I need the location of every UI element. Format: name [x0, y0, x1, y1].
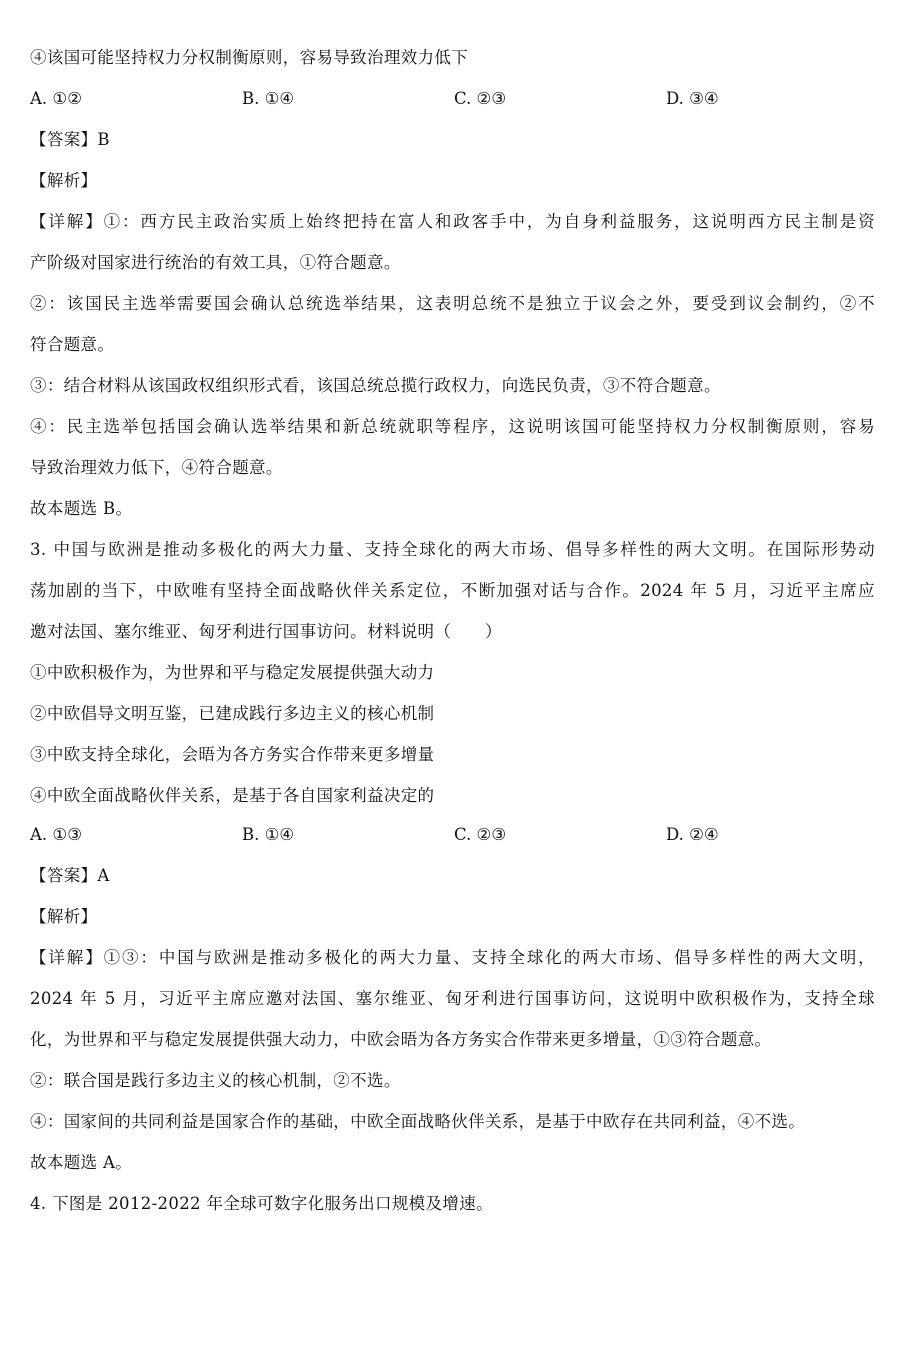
q3-option-d: D. ②④ [666, 825, 719, 844]
q3-option-b: B. ①④ [242, 825, 295, 844]
q2-analysis-label: 【解析】 [30, 171, 98, 190]
q3-conclusion: 故本题选 A。 [30, 1153, 133, 1172]
q3-item-3: ③中欧支持全球化，会晤为各方务实合作带来更多增量 [30, 745, 435, 764]
q2-answer: 【答案】B [30, 130, 110, 149]
q4-stem: 4. 下图是 2012-2022 年全球可数字化服务出口规模及增速。 [30, 1194, 493, 1213]
q2-option-b: B. ①④ [242, 89, 295, 108]
q3-answer: 【答案】A [30, 866, 110, 885]
q3-stem-line: 荡加剧的当下，中欧唯有坚持全面战略伙伴关系定位，不断加强对话与合作。2024 年 5 月，习近平主席应 [30, 581, 875, 600]
q3-option-c: C. ②③ [454, 825, 507, 844]
q3-detail-line: ②：联合国是践行多边主义的核心机制，②不选。 [30, 1071, 401, 1090]
q2-item-4: ④该国可能坚持权力分权制衡原则，容易导致治理效力低下 [30, 48, 469, 67]
q3-detail-line: 化，为世界和平与稳定发展提供强大动力，中欧会晤为各方务实合作带来更多增量，①③符合题意。 [30, 1030, 772, 1049]
q2-detail-line: 【详解】①：西方民主政治实质上始终把持在富人和政客手中，为自身利益服务，这说明西方民主制是资 [30, 212, 875, 231]
q2-detail-line: ③：结合材料从该国政权组织形式看，该国总统总揽行政权力，向选民负责，③不符合题意。 [30, 376, 721, 395]
q3-item-1: ①中欧积极作为，为世界和平与稳定发展提供强大动力 [30, 663, 435, 682]
q2-detail-line: ②：该国民主选举需要国会确认总统选举结果，这表明总统不是独立于议会之外，要受到议会制约，②不 [30, 294, 875, 313]
q2-detail-line: 产阶级对国家进行统治的有效工具，①符合题意。 [30, 253, 401, 272]
q3-detail-line: 2024 年 5 月，习近平主席应邀对法国、塞尔维亚、匈牙利进行国事访问，这说明中欧积极作为，支持全球 [30, 989, 875, 1008]
q2-conclusion: 故本题选 B。 [30, 499, 133, 518]
q3-item-4: ④中欧全面战略伙伴关系，是基于各自国家利益决定的 [30, 786, 435, 805]
q3-item-2: ②中欧倡导文明互鉴，已建成践行多边主义的核心机制 [30, 704, 435, 723]
q3-detail-line: ④：国家间的共同利益是国家合作的基础，中欧全面战略伙伴关系，是基于中欧存在共同利益，④不选。 [30, 1112, 806, 1131]
q2-option-d: D. ③④ [666, 89, 719, 108]
q2-option-c: C. ②③ [454, 89, 507, 108]
q3-analysis-label: 【解析】 [30, 907, 98, 926]
q3-stem-line: 邀对法国、塞尔维亚、匈牙利进行国事访问。材料说明（ ） [30, 622, 502, 641]
q2-detail-line: 导致治理效力低下，④符合题意。 [30, 458, 283, 477]
q3-detail-line: 【详解】①③：中国与欧洲是推动多极化的两大力量、支持全球化的两大市场、倡导多样性的两大文明， [30, 948, 875, 967]
q2-detail-line: 符合题意。 [30, 335, 115, 354]
q2-detail-line: ④：民主选举包括国会确认选举结果和新总统就职等程序，这说明该国可能坚持权力分权制衡原则，容易 [30, 417, 875, 436]
q2-option-a: A. ①② [30, 89, 82, 108]
q3-stem-line: 3. 中国与欧洲是推动多极化的两大力量、支持全球化的两大市场、倡导多样性的两大文明。在国际形势动 [30, 540, 875, 559]
q3-option-a: A. ①③ [30, 825, 82, 844]
